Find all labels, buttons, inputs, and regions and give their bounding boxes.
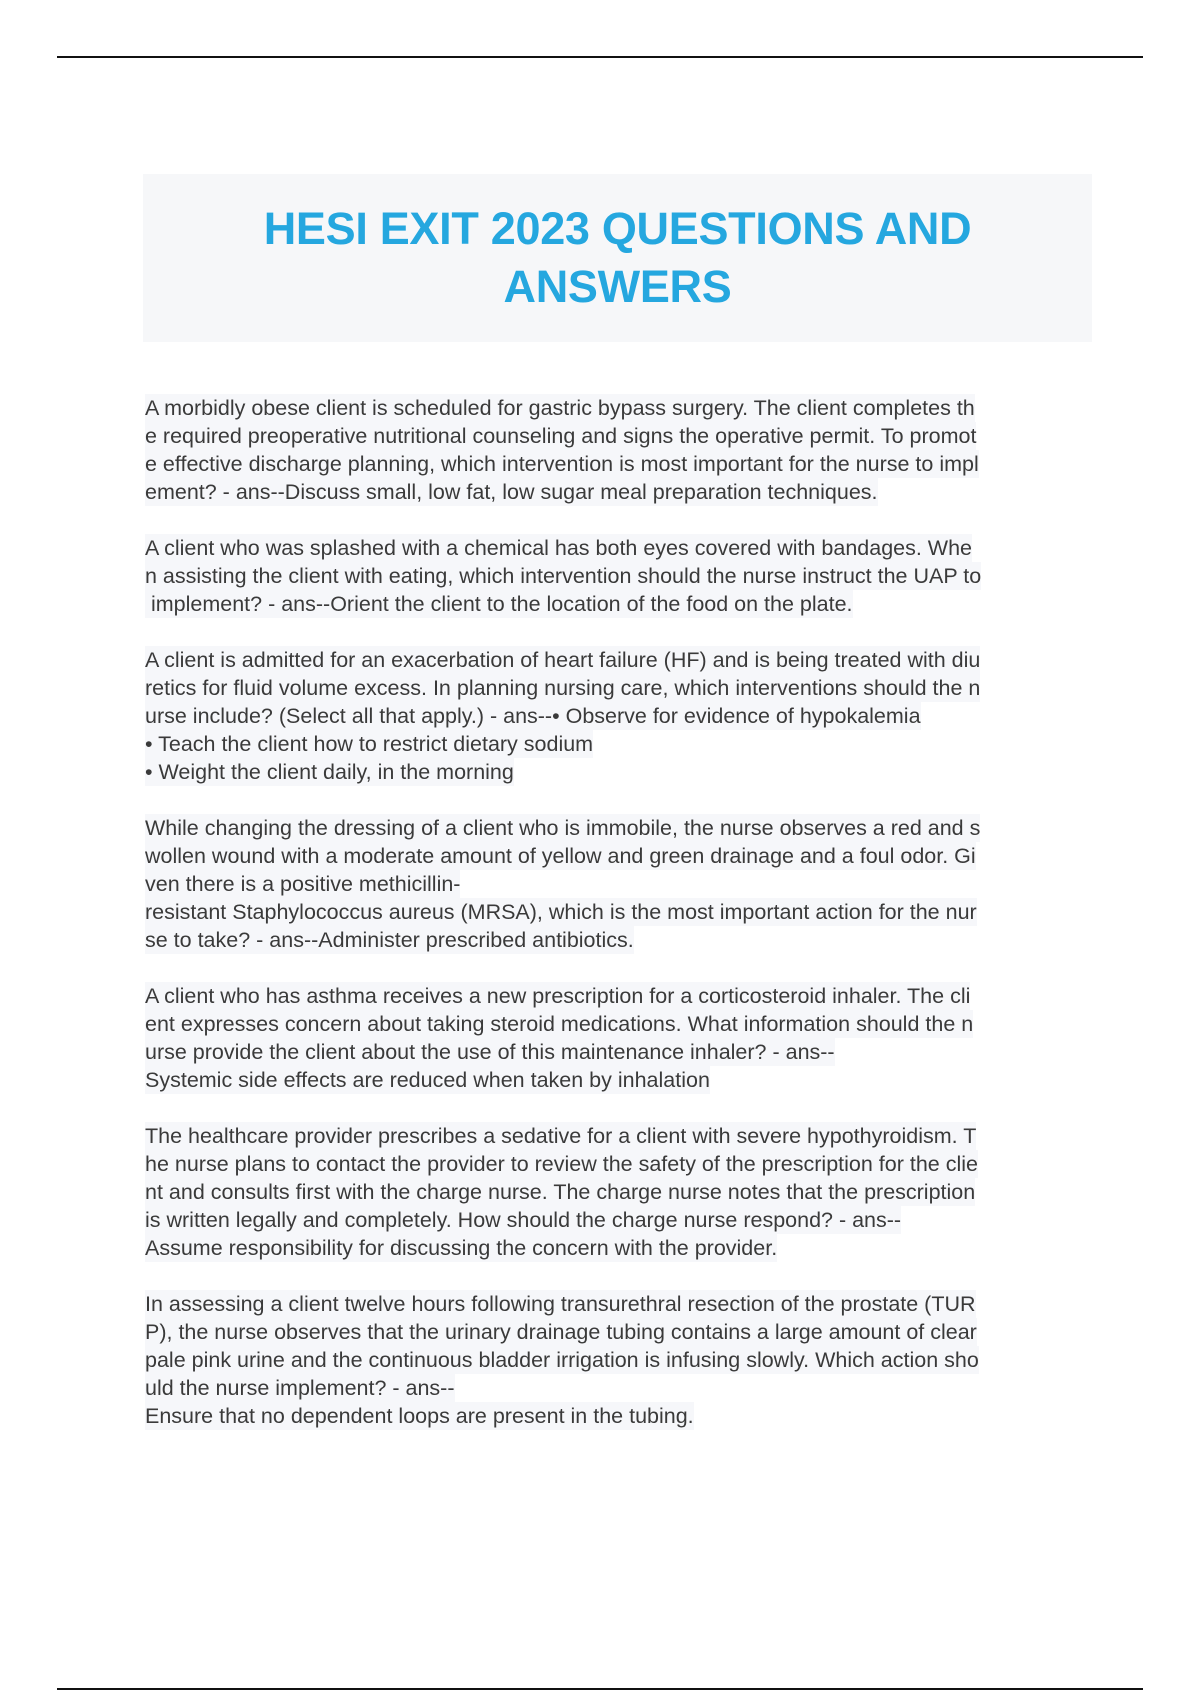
qa-line: urse provide the client about the use of this maintenance inhaler? - ans--	[145, 1040, 835, 1064]
qa-line: • Teach the client how to restrict dietary sodium	[145, 732, 594, 756]
qa-entry	[145, 1122, 1090, 1262]
footer-rule	[57, 1688, 1143, 1690]
qa-line: A client who has asthma receives a new prescription for a corticosteroid inhaler. The cli	[145, 984, 971, 1008]
qa-line: urse include? (Select all that apply.) - ans--• Observe for evidence of hypokalemia	[145, 704, 921, 728]
qa-line: In assessing a client twelve hours following transurethral resection of the prostate (TUR	[145, 1292, 976, 1316]
qa-line: he nurse plans to contact the provider to review the safety of the prescription for the clie	[145, 1152, 978, 1176]
qa-line: A client who was splashed with a chemical has both eyes covered with bandages. Whe	[145, 536, 973, 560]
qa-entry	[145, 646, 1090, 786]
qa-line: uld the nurse implement? - ans--	[145, 1376, 455, 1400]
qa-line: implement? - ans--Orient the client to the location of the food on the plate.	[145, 592, 853, 616]
document-title: HESI EXIT 2023 QUESTIONS AND ANSWERS	[263, 203, 972, 312]
qa-line: ent expresses concern about taking steroid medications. What information should the n	[145, 1012, 974, 1036]
qa-line: The healthcare provider prescribes a sedative for a client with severe hypothyroidism. T	[145, 1124, 977, 1148]
title-banner	[143, 174, 1092, 342]
qa-line: is written legally and completely. How should the charge nurse respond? - ans--	[145, 1208, 902, 1232]
qa-entry	[145, 534, 1090, 618]
qa-line: While changing the dressing of a client who is immobile, the nurse observes a red and s	[145, 816, 981, 840]
header-rule	[57, 56, 1143, 58]
qa-line: e effective discharge planning, which intervention is most important for the nurse to impl	[145, 452, 979, 476]
qa-list	[145, 394, 1090, 1458]
qa-line: n assisting the client with eating, which intervention should the nurse instruct the UAP to	[145, 564, 982, 588]
qa-line: Assume responsibility for discussing the concern with the provider.	[145, 1236, 778, 1260]
qa-line: se to take? - ans--Administer prescribed antibiotics.	[145, 928, 634, 952]
qa-line: nt and consults first with the charge nurse. The charge nurse notes that the prescription	[145, 1180, 976, 1204]
qa-line: wollen wound with a moderate amount of yellow and green drainage and a foul odor. Gi	[145, 844, 976, 868]
qa-line: A client is admitted for an exacerbation of heart failure (HF) and is being treated with diu	[145, 648, 981, 672]
qa-line: resistant Staphylococcus aureus (MRSA), which is the most important action for the nur	[145, 900, 977, 924]
qa-line: pale pink urine and the continuous bladder irrigation is infusing slowly. Which action sho	[145, 1348, 979, 1372]
qa-entry	[145, 394, 1090, 506]
qa-line: ven there is a positive methicillin-	[145, 872, 461, 896]
qa-line: P), the nurse observes that the urinary drainage tubing contains a large amount of clear	[145, 1320, 977, 1344]
qa-entry	[145, 814, 1090, 954]
qa-line: Systemic side effects are reduced when taken by inhalation	[145, 1068, 710, 1092]
qa-line: retics for fluid volume excess. In planning nursing care, which interventions should the n	[145, 676, 981, 700]
qa-entry	[145, 982, 1090, 1094]
qa-line: A morbidly obese client is scheduled for gastric bypass surgery. The client completes th	[145, 396, 975, 420]
qa-line: e required preoperative nutritional counseling and signs the operative permit. To promot	[145, 424, 977, 448]
qa-line: Ensure that no dependent loops are present in the tubing.	[145, 1404, 694, 1428]
qa-line: ement? - ans--Discuss small, low fat, low sugar meal preparation techniques.	[145, 480, 878, 504]
qa-entry	[145, 1290, 1090, 1430]
qa-line: • Weight the client daily, in the morning	[145, 760, 514, 784]
